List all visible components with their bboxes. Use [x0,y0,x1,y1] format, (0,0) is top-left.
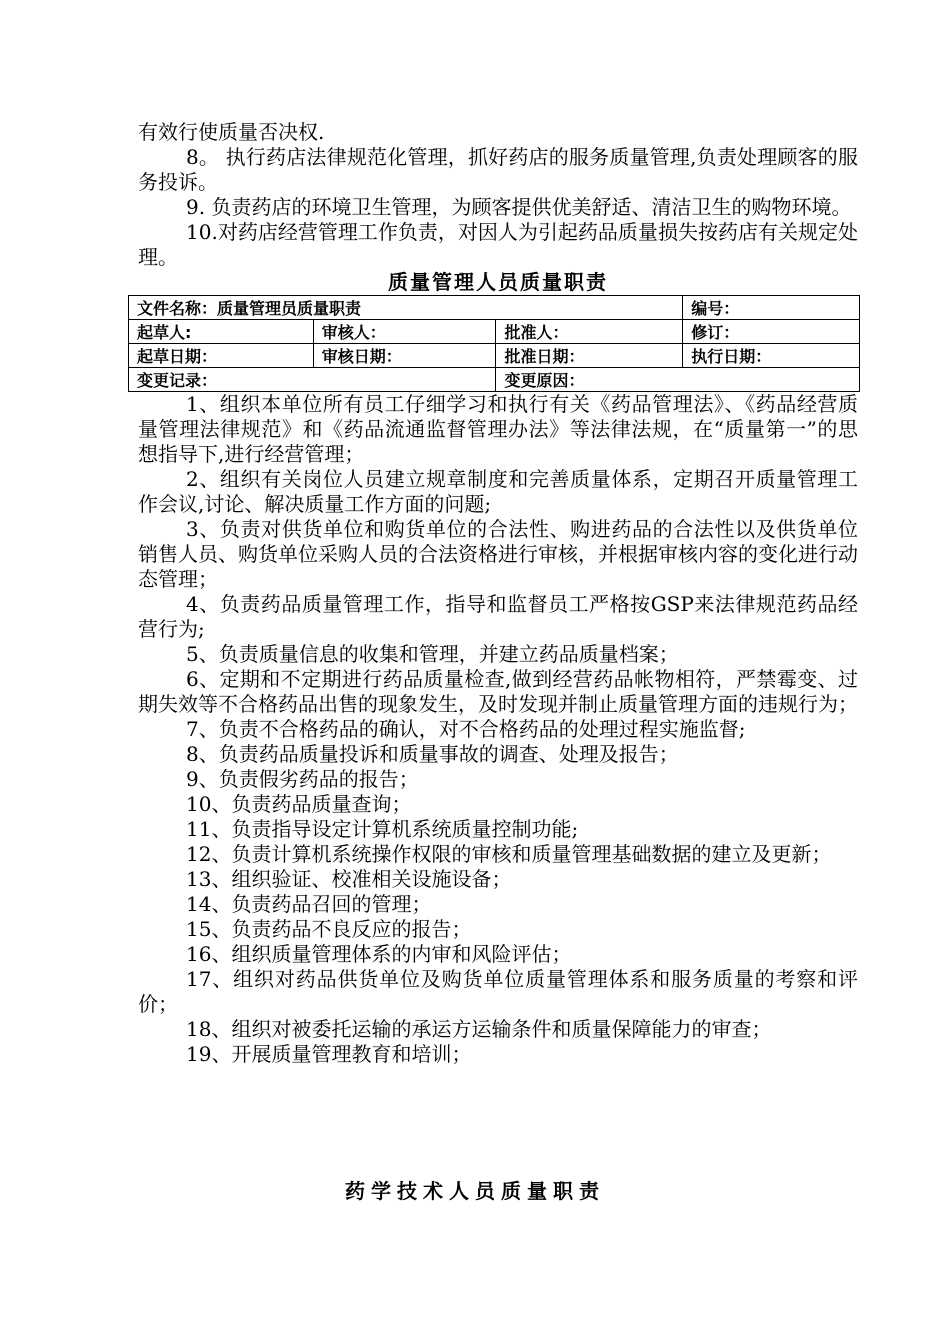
duty-list [138,392,858,1067]
section-title-quality-manager: 质量管理人员质量职责 [388,270,608,294]
duty-item: 13、组织验证、校准相关设施设备； [186,867,512,891]
duty-item: 7、负责不合格药品的确认，对不合格药品的处理过程实施监督; [186,717,746,741]
duty-item: 1、组织本单位所有员工仔细学习和执行有关《药品管理法》、《药品经营质量管理法律规范》和《药品流通监督管理办法》等法律法规，在“质量第一”的思想指导下,进行经营管理； [138,392,858,466]
duty-item: 11、负责指导设定计算机系统质量控制功能; [186,817,579,841]
meta-file-name: 文件名称：质量管理员质量职责 [129,296,683,320]
document-meta-table [128,295,860,392]
section-title-pharmacist: 药学技术人员质量职责 [345,1179,605,1203]
duty-item: 4、负责药品质量管理工作，指导和监督员工严格按GSP来法律规范药品经营行为; [138,592,858,641]
intro-paragraph: 9. 负责药店的环境卫生管理，为顾客提供优美舒适、清洁卫生的购物环境。 [186,195,852,219]
duty-item: 10、负责药品质量查询； [186,792,412,816]
meta-change-record: 变更记录： [129,368,496,392]
duty-item: 15、负责药品不良反应的报告； [186,917,472,941]
duty-item: 5、负责质量信息的收集和管理，并建立药品质量档案； [186,642,679,666]
intro-paragraph: 10.对药店经营管理工作负责，对因人为引起药品质量损失按药店有关规定处理。 [138,220,858,269]
duty-item: 2、组织有关岗位人员建立规章制度和完善质量体系，定期召开质量管理工作会议,讨论、解决质量工作方面的问题; [138,467,858,516]
meta-drafter: 起草人: [129,320,314,344]
meta-row [129,344,860,368]
duty-item: 9、负责假劣药品的报告； [186,767,419,791]
meta-number: 编号： [683,296,860,320]
duty-item: 16、组织质量管理体系的内审和风险评估； [186,942,572,966]
meta-review-date: 审核日期： [313,344,496,368]
meta-revision: 修订： [683,320,860,344]
duty-item: 8、负责药品质量投诉和质量事故的调查、处理及报告； [186,742,679,766]
meta-row [129,296,860,320]
meta-row [129,320,860,344]
duty-item: 19、开展质量管理教育和培训； [186,1042,472,1066]
duty-item: 17、组织对药品供货单位及购货单位质量管理体系和服务质量的考察和评价； [138,967,858,1016]
document-body [138,120,858,1067]
duty-item: 14、负责药品召回的管理； [186,892,432,916]
duty-item: 6、定期和不定期进行药品质量检查,做到经营药品帐物相符，严禁霉变、过期失效等不合格药品出售的现象发生，及时发现并制止质量管理方面的违规行为； [138,667,858,716]
duty-item: 3、负责对供货单位和购货单位的合法性、购进药品的合法性以及供货单位销售人员、购货单位采购人员的合法资格进行审核，并根据审核内容的变化进行动态管理； [138,517,858,591]
meta-exec-date: 执行日期： [683,344,860,368]
meta-approver: 批准人： [496,320,683,344]
meta-reviewer: 审核人： [313,320,496,344]
meta-draft-date: 起草日期： [129,344,314,368]
meta-approve-date: 批准日期： [496,344,683,368]
intro-paragraph: 有效行使质量否决权. [138,120,325,144]
intro-paragraph: 8。 执行药店法律规范化管理，抓好药店的服务质量管理,负责处理顾客的服务投诉。 [138,145,858,194]
duty-item: 18、组织对被委托运输的承运方运输条件和质量保障能力的审查； [186,1017,772,1041]
duty-item: 12、负责计算机系统操作权限的审核和质量管理基础数据的建立及更新； [186,842,832,866]
meta-row [129,368,860,392]
meta-change-reason: 变更原因： [496,368,860,392]
